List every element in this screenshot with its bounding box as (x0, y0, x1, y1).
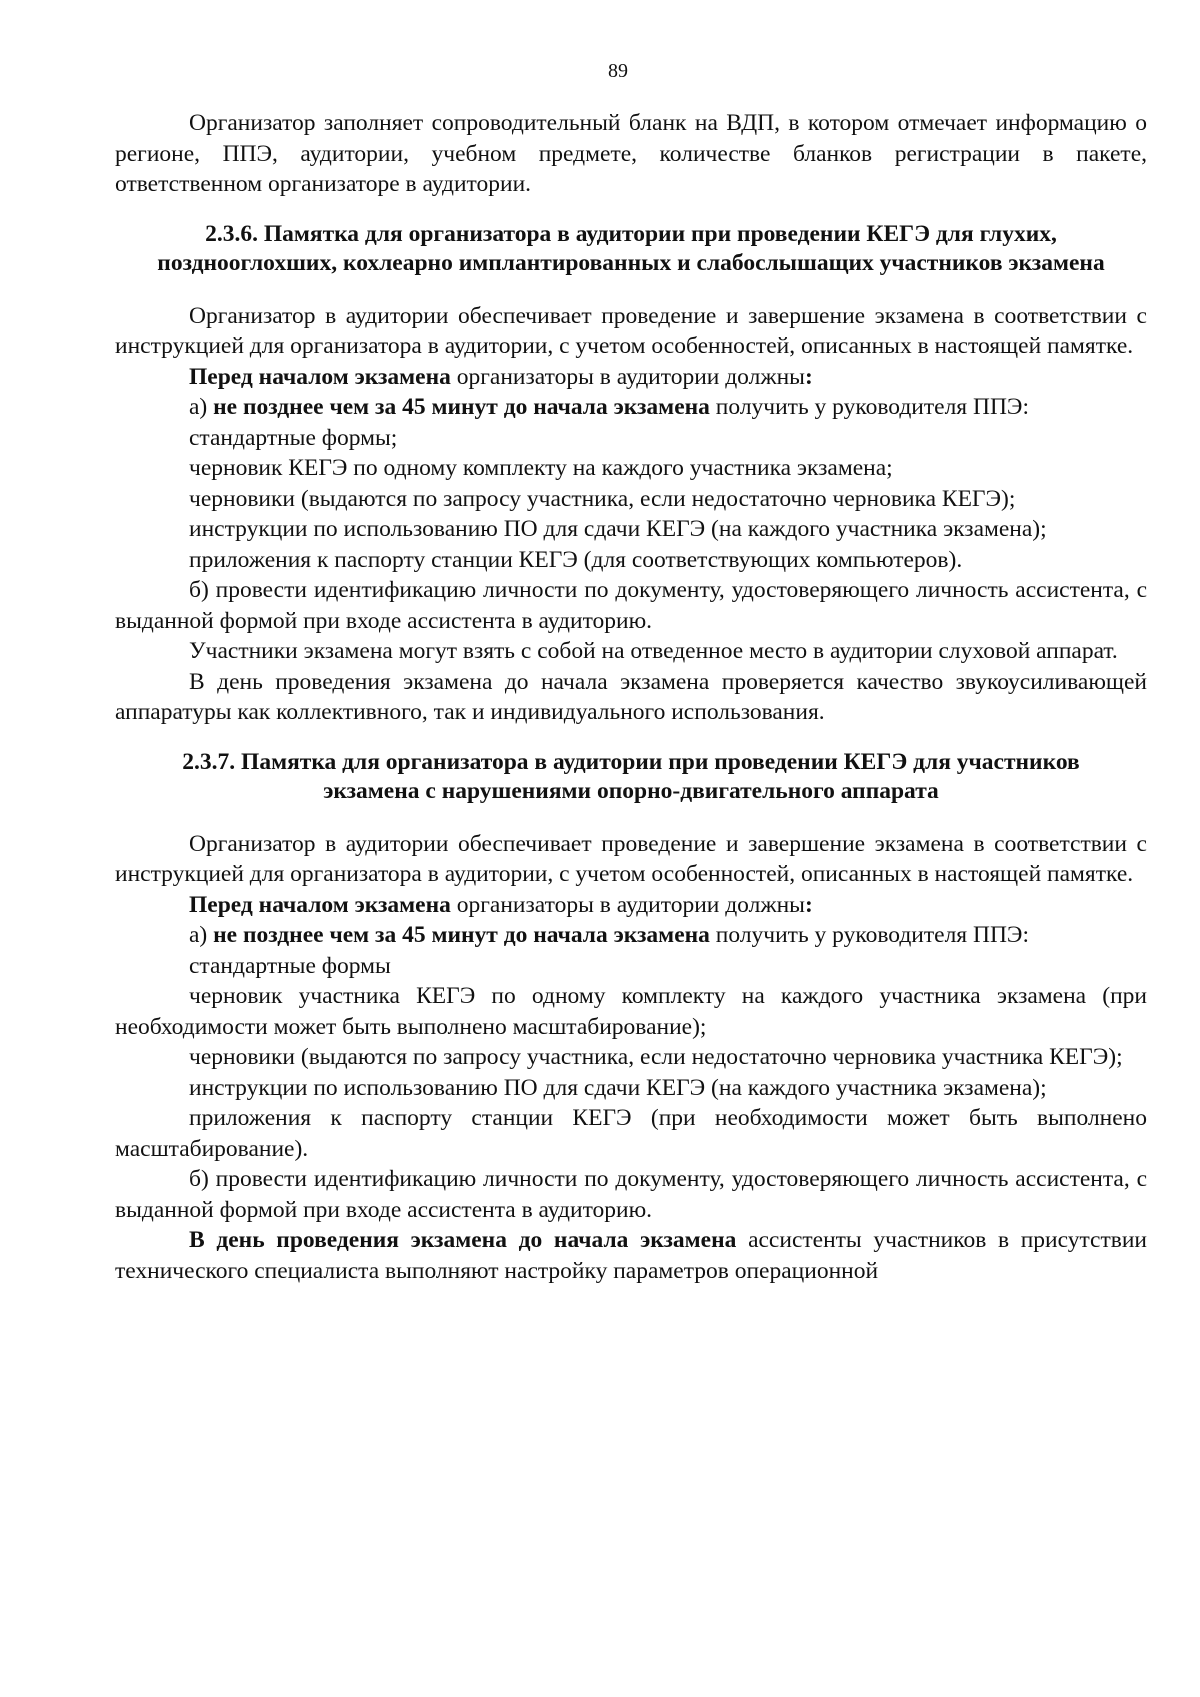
list-item: стандартные формы (189, 952, 391, 979)
exam-day-text: ассистенты участников в присутствии технического специалиста выполняют настройку параметров операционной (115, 1227, 1147, 1284)
item-a-text: получить у руководителя ППЭ: (709, 922, 1029, 948)
section-237-item-b: б) провести идентификацию личности по документу, удостоверяющего личность ассистента, с выданной формой при входе ассистента в аудиторию. (115, 1166, 1147, 1223)
section-236-exam-day: В день проведения экзамена до начала экзамена проверяется качество звукоусиливающей аппаратуры как коллективного, так и индивидуального использования. (115, 668, 1147, 725)
item-a-prefix: а) (189, 394, 214, 420)
before-start-bold: Перед началом экзамена (189, 891, 451, 918)
intro-paragraph: Организатор заполняет сопроводительный бланк на ВДП, в котором отмечает информацию о регионе, ППЭ, аудитории, учебном предмете, количестве бланков регистрации в пакете, ответственном организаторе в аудитории. (115, 110, 1147, 197)
list-item: черновик КЕГЭ по одному комплекту на каждого участника экзамена; (189, 455, 893, 481)
list-item: черновик участника КЕГЭ по одному комплекту на каждого участника экзамена (при необходимости может быть выполнено масштабирование); (115, 983, 1147, 1040)
section-237-before-start (115, 890, 1147, 921)
list-item: стандартные формы; (189, 424, 398, 451)
section-237-exam-day (115, 1225, 1147, 1286)
item-a-prefix: а) (189, 922, 214, 948)
item-a-text: получить у руководителя ППЭ: (709, 394, 1029, 420)
before-start-text: организаторы в аудитории должны (450, 363, 805, 390)
before-start-text: организаторы в аудитории должны (450, 891, 805, 918)
section-236-paragraph: Организатор в аудитории обеспечивает проведение и завершение экзамена в соответствии с инструкцией для организатора в аудитории, с учетом особенностей, описанных в настоящей памятке. (115, 302, 1147, 359)
section-236-heading: 2.3.6. Памятка для организатора в аудитории при проведении КЕГЭ для глухих, позднооглохших, кохлеарно имплантированных и слабослышащих участников экзамена (157, 220, 1105, 276)
list-item: приложения к паспорту станции КЕГЭ (для соответствующих компьютеров). (189, 546, 963, 573)
list-item: черновики (выдаются по запросу участника, если недостаточно черновика КЕГЭ); (189, 485, 1016, 512)
section-236-item-a (115, 392, 1147, 423)
list-item: инструкции по использованию ПО для сдачи КЕГЭ (на каждого участника экзамена); (189, 1074, 1047, 1101)
item-a-bold: не позднее чем за 45 минут до начала экзамена (213, 922, 710, 948)
item-a-bold: не позднее чем за 45 минут до начала экзамена (213, 394, 710, 420)
section-237-heading: 2.3.7. Памятка для организатора в аудитории при проведении КЕГЭ для участников экзамена с нарушениями опорно-двигательного аппарата (182, 748, 1080, 804)
before-start-bold: Перед началом экзамена (189, 363, 451, 390)
section-236-item-b: б) провести идентификацию личности по документу, удостоверяющего личность ассистента, с выданной формой при входе ассистента в аудиторию. (115, 577, 1147, 634)
section-237-item-a (115, 920, 1147, 951)
list-item: приложения к паспорту станции КЕГЭ (при необходимости может быть выполнено масштабирование). (115, 1105, 1147, 1162)
section-237-paragraph: Организатор в аудитории обеспечивает проведение и завершение экзамена в соответствии с инструкцией для организатора в аудитории, с учетом особенностей, описанных в настоящей памятке. (115, 830, 1147, 887)
before-start-colon: : (804, 363, 813, 390)
page-number: 89 (608, 60, 628, 82)
list-item: черновики (выдаются по запросу участника, если недостаточно черновика участника КЕГЭ); (189, 1044, 1123, 1070)
before-start-colon: : (804, 891, 813, 918)
exam-day-bold: В день проведения экзамена до начала экзамена (189, 1227, 737, 1253)
section-236-before-start (115, 362, 1147, 393)
section-236-hearing-aid: Участники экзамена могут взять с собой на отведенное место в аудитории слуховой аппарат. (189, 638, 1118, 664)
page-body (115, 108, 1147, 1286)
list-item: инструкции по использованию ПО для сдачи КЕГЭ (на каждого участника экзамена); (189, 516, 1047, 542)
